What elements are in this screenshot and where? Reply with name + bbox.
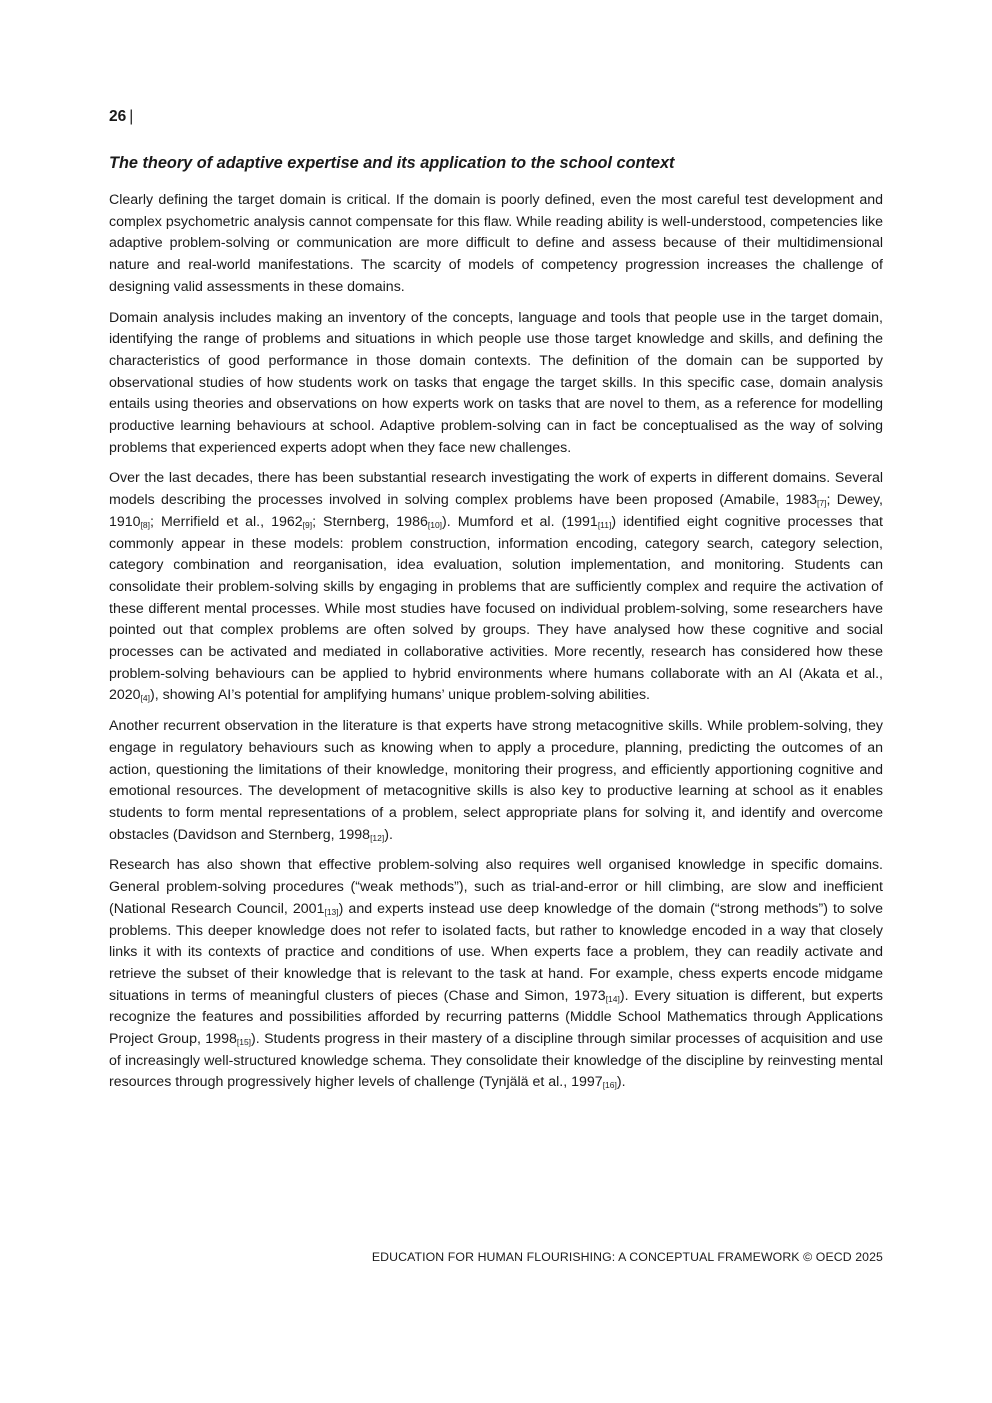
citation-ref: [16] xyxy=(602,1080,617,1091)
text-span: Over the last decades, there has been substantial research investigating the work of experts in different domains. Several models describing the processes involved in solving complex problems have been proposed (Amabile, 1983 xyxy=(109,470,883,509)
paragraph-target-domain: Clearly defining the target domain is critical. If the domain is poorly defined, even the most careful test development and complex psychometric analysis cannot compensate for this flaw. While reading ability is well-understood, competencies like adaptive problem-solving or communication are more difficult to define and assess because of their multidimensional nature and real-world manifestations. The scarcity of models of competency progression increases the challenge of designing valid assessments in these domains. xyxy=(109,192,883,295)
citation-ref: [12] xyxy=(370,832,385,843)
text-span: ). Every situation is different, but experts recognize the features and possibilities afforded by recurring patterns (Middle School Mathematics through Applications Project Group, 1998 xyxy=(109,987,883,1048)
citation-ref: [7] xyxy=(817,498,827,509)
paragraph-domain-knowledge xyxy=(109,855,883,1094)
body-text xyxy=(109,190,883,1103)
text-span: ). xyxy=(384,826,393,843)
citation-ref: [11] xyxy=(597,519,612,530)
text-span: ; Dewey, 1910 xyxy=(109,492,883,530)
text-span: ), showing AI’s potential for amplifying humans’ unique problem-solving abilities. xyxy=(150,687,650,704)
citation-ref: [13] xyxy=(324,906,339,917)
citation-ref: [4] xyxy=(140,693,151,704)
page-number xyxy=(109,107,133,127)
page-number-value: 26 xyxy=(109,108,127,125)
text-span: ; Sternberg, 1986 xyxy=(312,513,428,530)
text-span: ) identified eight cognitive processes that commonly appear in these models: problem construction, information encoding, category search, category selection, category combination and reorganisation, idea evaluation, solution implementation, and monitoring. Students can consolidate their problem-solving skills by engaging in problems that are sufficiently complex and require the activation of these different mental processes. While most studies have focused on individual problem-solving, some researchers have pointed out that complex problems are often solved by groups. They have analysed how these cognitive and social processes can be activated and mediated in collaborative activities. More recently, research has considered how these problem-solving behaviours can be applied to hybrid environments where humans collaborate with an AI (Akata et al., 2020 xyxy=(109,513,883,704)
citation-ref: [9] xyxy=(302,519,313,530)
section-title: The theory of adaptive expertise and its application to the school context xyxy=(109,154,675,172)
page-number-separator: | xyxy=(129,108,134,125)
text-span: Research has also shown that effective problem-solving also requires well organised knowledge in specific domains. General problem-solving procedures (“weak methods”), such as trial-and-error or hill climbing, are slow and inefficient (National Research Council, 2001 xyxy=(109,857,883,917)
paragraph-domain-analysis: Domain analysis includes making an inventory of the concepts, language and tools that people use in the target domain, identifying the range of problems and situations in which people use those target knowledge and skills, and defining the characteristics of good performance in those domain contexts. The definition of the domain can be supported by observational studies of how students work on tasks that engage the target skills. In this specific case, domain analysis entails using theories and observations on how experts work on tasks that are novel to them, as a reference for modelling productive learning behaviours at school. Adaptive problem-solving can in fact be conceptualised as the way of solving problems that experienced experts adopt when they face new challenges. xyxy=(109,309,883,456)
text-span: ). xyxy=(616,1074,626,1091)
text-span: ; Merrifield et al., 1962 xyxy=(150,513,303,530)
text-span: ) and experts instead use deep knowledge of the domain (“strong methods”) to solve problems. This deeper knowledge does not refer to isolated facts, but rather to knowledge encoded in a way that closely links it with its contexts of practice and conditions of use. When experts face a problem, they can readily activate and retrieve the subset of their knowledge that is relevant to the task at hand. For example, chess experts encode midgame situations in terms of meaningful clusters of pieces (Chase and Simon, 1973 xyxy=(109,900,884,1004)
citation-ref: [15] xyxy=(236,1037,252,1048)
paragraph-expert-research xyxy=(109,468,883,707)
paragraph-metacognition xyxy=(109,716,883,846)
text-span: ). Students progress in their mastery of a discipline through similar processes of acquisition and use of increasingly well-structured knowledge schema. They consolidate their knowledge of the discipline by reinvesting mental resources through progressively higher levels of challenge (Tynjälä et al., 1997 xyxy=(109,1031,883,1091)
page-footer: EDUCATION FOR HUMAN FLOURISHING: A CONCEPTUAL FRAMEWORK © OECD 2025 xyxy=(371,1250,883,1264)
text-span: Another recurrent observation in the literature is that experts have strong metacognitive skills. While problem-solving, they engage in regulatory behaviours such as knowing when to apply a procedure, planning, predicting the outcomes of an action, questioning the limitations of their knowledge, monitoring their progress, and efficiently apportioning cognitive and emotional resources. The development of metacognitive skills is also key to productive learning at school as it enables students to form mental representations of a problem, select appropriate plans for solving it, and identify and overcome obstacles (Davidson and Sternberg, 1998 xyxy=(109,718,883,843)
citation-ref: [10] xyxy=(427,519,443,530)
citation-ref: [8] xyxy=(140,519,151,530)
citation-ref: [14] xyxy=(605,993,620,1004)
text-span: ). Mumford et al. (1991 xyxy=(442,513,598,530)
